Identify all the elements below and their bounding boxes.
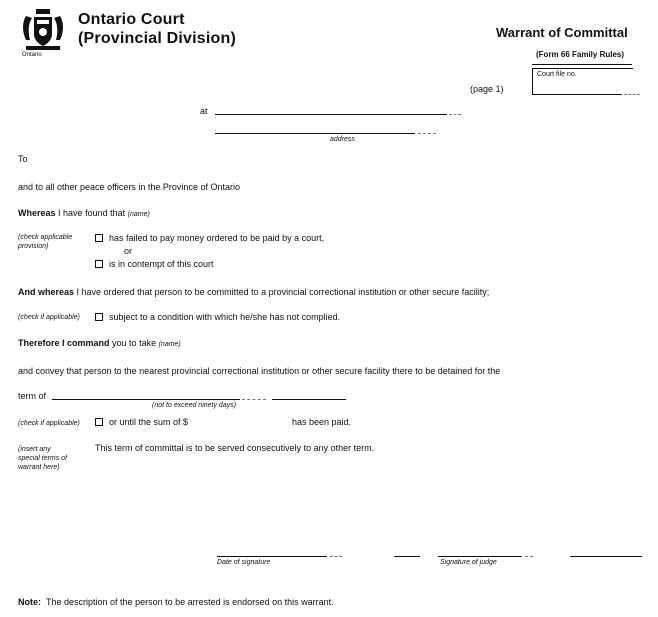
until-text: or until the sum of $ xyxy=(109,417,189,427)
option-contempt xyxy=(95,259,214,269)
term-hint: (not to exceed ninety days) xyxy=(152,402,237,409)
whereas-text: I have found that xyxy=(58,208,126,218)
therefore-text: you to take xyxy=(112,338,157,348)
form-rule: (Form 66 Family Rules) xyxy=(536,50,625,59)
and-whereas-line xyxy=(18,287,648,297)
court-name-line-1: Ontario Court xyxy=(78,11,185,28)
term-field[interactable] xyxy=(52,399,240,400)
note-line xyxy=(18,597,334,607)
special-terms-area[interactable] xyxy=(95,460,635,540)
name-hint-1: (name) xyxy=(127,211,150,218)
to-label: To xyxy=(18,154,28,164)
paid-text: has been paid. xyxy=(292,417,352,427)
address-label: address xyxy=(330,136,355,143)
court-file-label: Court file no. xyxy=(537,71,577,78)
or-label: or xyxy=(124,246,133,256)
form-rule-underline xyxy=(532,64,632,65)
consecutive-text: This term of committal is to be served consecutively to any other term. xyxy=(95,443,375,453)
and-whereas-text: I have ordered that person to be committed to a provincial correctional institution or other secure facility; xyxy=(76,287,490,297)
therefore-line xyxy=(18,338,181,348)
option-condition-label: subject to a condition with which he/she has not complied. xyxy=(109,312,341,322)
term-extra-field[interactable] xyxy=(272,399,346,400)
judge-extra-line[interactable] xyxy=(570,556,642,557)
address-field-dash xyxy=(418,133,436,134)
date-of-signature-dash xyxy=(330,556,342,557)
option-contempt-label: is in contempt of this court xyxy=(109,259,214,269)
check-hint-1: (check applicable provision) xyxy=(18,234,73,250)
court-name-line-2: (Provincial Division) xyxy=(78,30,237,47)
judge-signature-label: Signature of judge xyxy=(440,559,497,566)
court-file-line-dash xyxy=(624,94,640,95)
whereas-line xyxy=(18,208,150,218)
term-field-dash xyxy=(242,399,266,400)
page-label: (page 1) xyxy=(470,84,504,94)
judge-signature-line[interactable] xyxy=(438,556,522,557)
peace-officers-text: and to all other peace officers in the Province of Ontario xyxy=(18,182,240,192)
condition-checkbox[interactable] xyxy=(95,313,103,321)
option-failed xyxy=(95,233,324,243)
convey-text: and convey that person to the nearest provincial correctional institution or other secure facility there to be detained for the xyxy=(18,366,501,376)
at-field-dash xyxy=(449,114,461,115)
whereas-bold: Whereas xyxy=(18,208,56,218)
form-title: Warrant of Committal xyxy=(496,25,628,40)
check-hint-3: (check if applicable) xyxy=(18,420,80,427)
until-paid-checkbox[interactable] xyxy=(95,418,103,426)
at-label: at xyxy=(200,106,208,116)
failed-to-pay-checkbox[interactable] xyxy=(95,234,103,242)
address-field[interactable] xyxy=(215,133,415,134)
court-file-box[interactable] xyxy=(532,68,633,95)
note-text: The description of the person to be arrested is endorsed on this warrant. xyxy=(46,597,334,607)
court-name xyxy=(78,10,236,48)
date-extra-line[interactable] xyxy=(394,556,420,557)
judge-signature-dash xyxy=(525,556,533,557)
and-whereas-bold: And whereas xyxy=(18,287,75,297)
insert-hint: (insert any special terms of warrant here) xyxy=(18,446,68,471)
ontario-coat-of-arms-icon xyxy=(18,6,68,58)
option-until xyxy=(95,417,188,427)
name-hint-2: (name) xyxy=(158,341,181,348)
date-of-signature-line[interactable] xyxy=(217,556,327,557)
logo-caption: Ontario xyxy=(22,52,42,58)
contempt-checkbox[interactable] xyxy=(95,260,103,268)
check-hint-2: (check if applicable) xyxy=(18,314,80,321)
term-label: term of xyxy=(18,391,47,401)
date-of-signature-label: Date of signature xyxy=(217,559,271,566)
option-failed-label: has failed to pay money ordered to be paid by a court, xyxy=(109,233,325,243)
court-file-line xyxy=(532,94,622,95)
at-field[interactable] xyxy=(215,114,447,115)
option-condition xyxy=(95,312,340,322)
note-bold: Note: xyxy=(18,597,41,607)
therefore-bold: Therefore I command xyxy=(18,338,110,348)
